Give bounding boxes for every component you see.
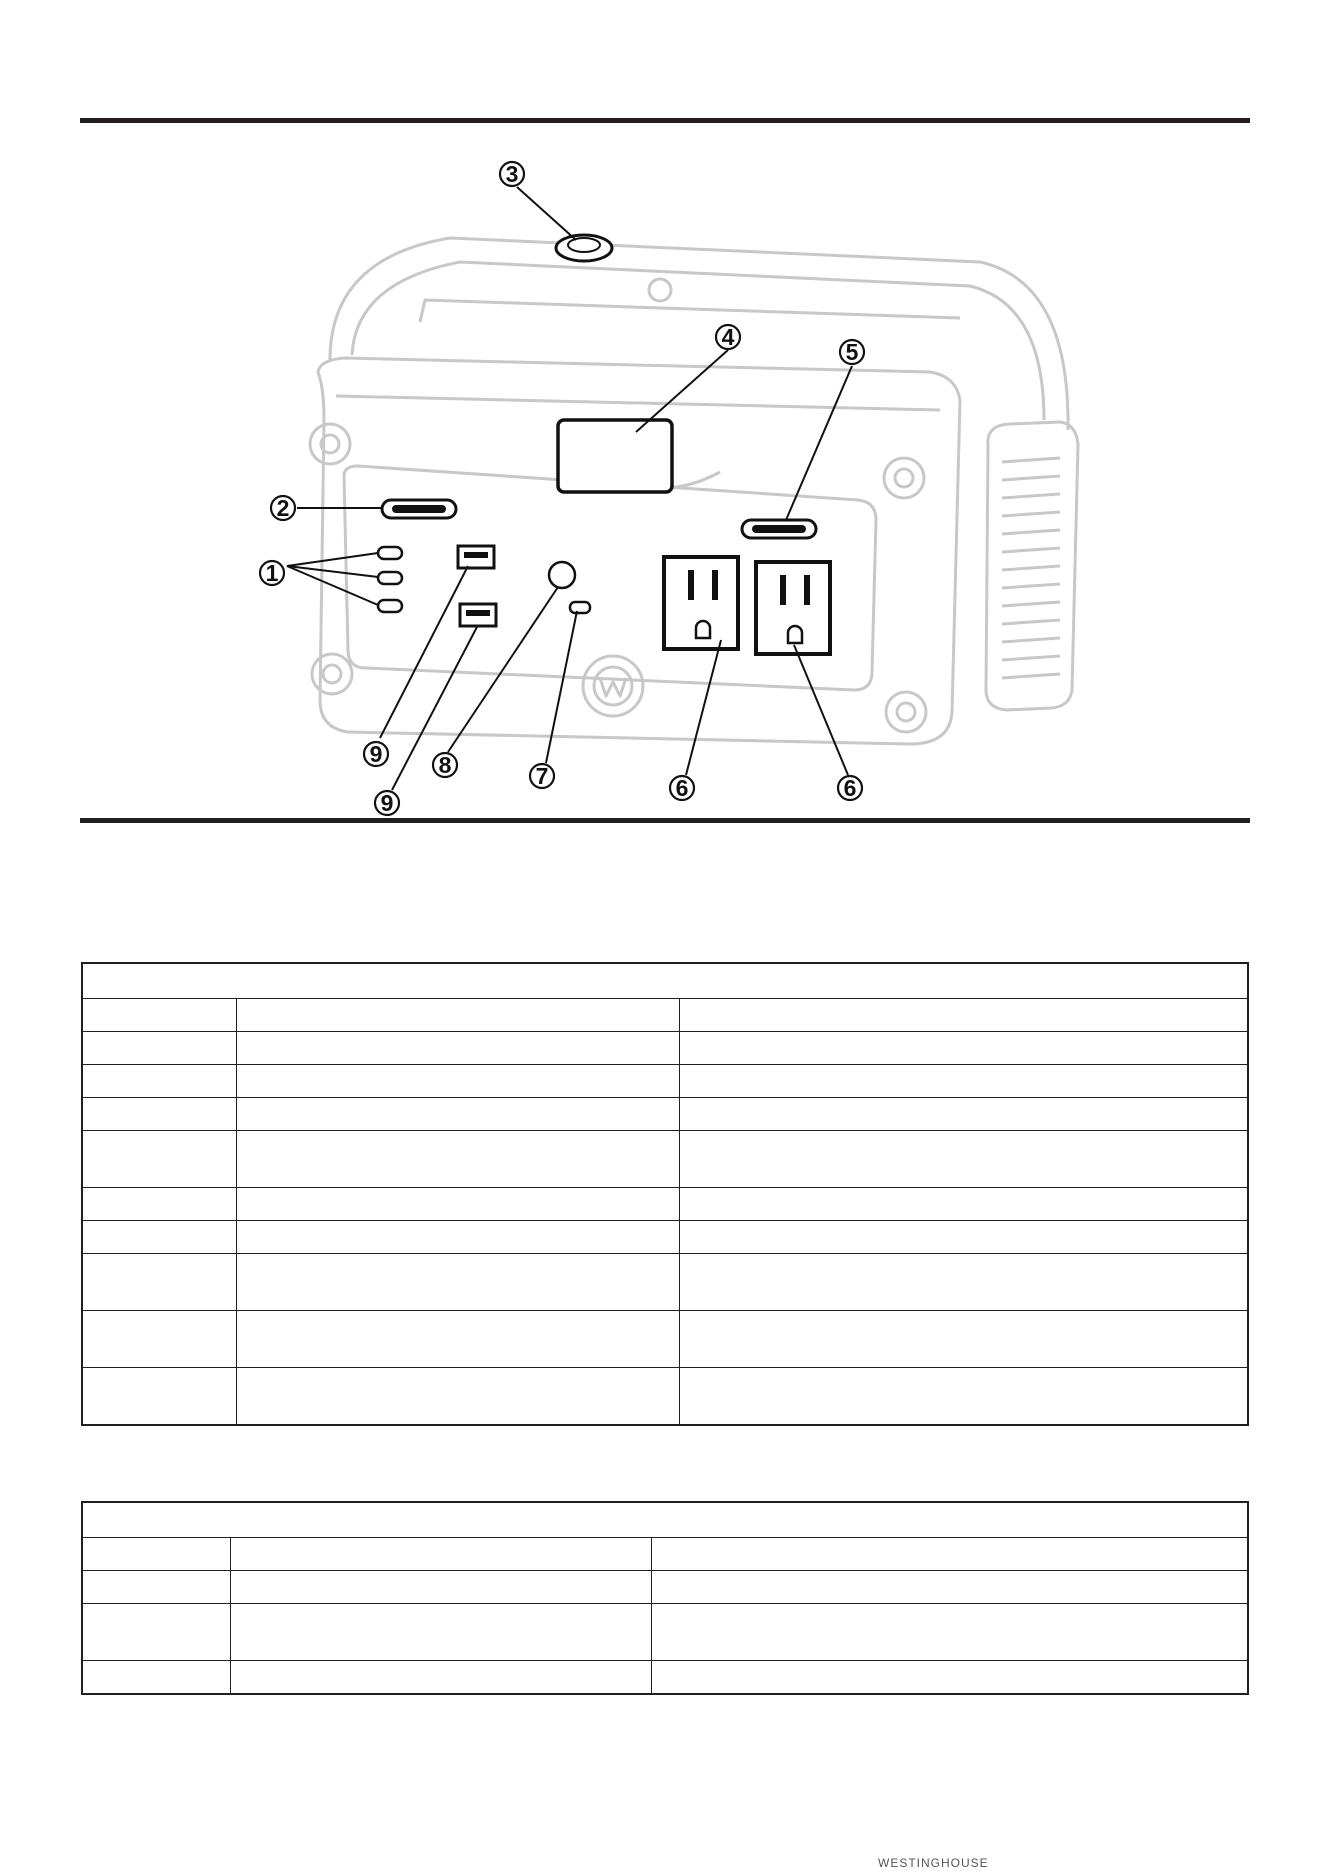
svg-text:7: 7	[535, 763, 549, 789]
table-row	[82, 1098, 1248, 1131]
svg-text:9: 9	[380, 790, 394, 816]
table-row	[82, 1604, 1248, 1661]
callout-6-left	[670, 775, 694, 801]
table-title-row	[82, 963, 1248, 999]
svg-text:9: 9	[369, 741, 383, 767]
table-title-cell	[82, 963, 1248, 999]
callout-9-upper	[364, 741, 388, 767]
svg-text:6: 6	[675, 775, 689, 801]
callout-6-right	[838, 775, 862, 801]
table-row	[82, 1131, 1248, 1188]
display-screen-illustration	[558, 420, 672, 492]
table-row	[82, 1221, 1248, 1254]
table-row	[82, 1571, 1248, 1604]
table-row	[82, 1311, 1248, 1368]
table-row	[82, 1188, 1248, 1221]
round-button-illustration	[549, 562, 575, 588]
table-row	[82, 1661, 1248, 1695]
usb-c-ports-illustration	[378, 547, 402, 612]
table-title-cell	[82, 1502, 1248, 1538]
callout-7	[530, 763, 554, 789]
callout-8	[433, 752, 457, 778]
callout-5	[840, 339, 864, 365]
table-title-row	[82, 1502, 1248, 1538]
svg-text:4: 4	[721, 324, 735, 350]
callout-9-lower	[375, 790, 399, 816]
svg-text:6: 6	[843, 775, 857, 801]
svg-text:3: 3	[505, 161, 519, 187]
usb-a-ports-illustration	[458, 546, 496, 626]
spec-table-1	[81, 962, 1249, 1426]
table-row	[82, 1254, 1248, 1311]
table-row	[82, 1065, 1248, 1098]
svg-text:5: 5	[845, 339, 859, 365]
small-port-illustration	[570, 602, 590, 613]
svg-text:8: 8	[438, 752, 452, 778]
footer-brand-mark: WESTINGHOUSE	[878, 1856, 989, 1870]
callout-1	[260, 560, 284, 586]
svg-text:2: 2	[276, 495, 290, 521]
svg-text:1: 1	[265, 560, 279, 586]
table-row	[82, 1032, 1248, 1065]
top-power-button-illustration	[556, 235, 612, 261]
callout-2	[271, 495, 295, 521]
ac-outlets-illustration	[664, 557, 830, 654]
bottom-rule	[80, 818, 1250, 823]
callout-4	[716, 324, 740, 350]
table-row	[82, 999, 1248, 1032]
spec-table-2	[81, 1501, 1249, 1695]
power-station-diagram	[0, 0, 1324, 830]
table-row	[82, 1368, 1248, 1426]
table-row	[82, 1538, 1248, 1571]
callout-3	[500, 161, 524, 187]
